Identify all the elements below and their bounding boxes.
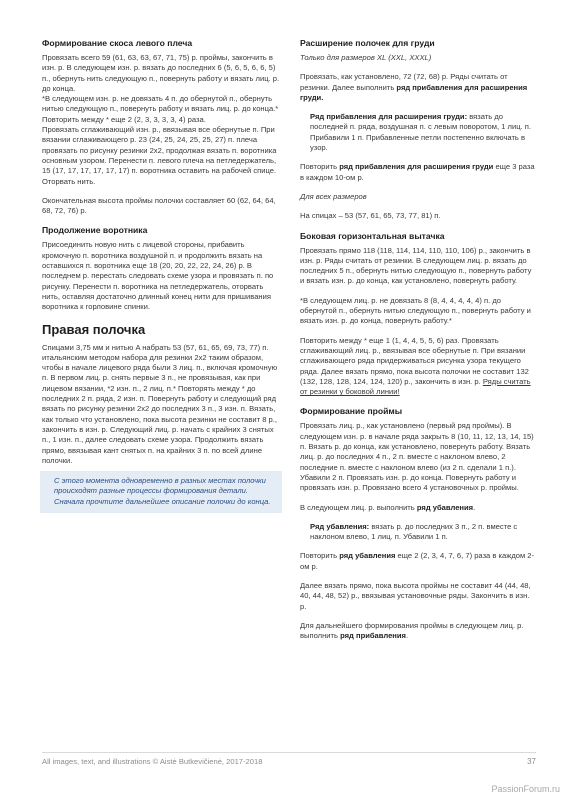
section-title-left-shoulder: Формирование скоса левого плеча (42, 38, 193, 48)
paragraph: Провязать прямо 118 (118, 114, 114, 110, 110, 106) р., закончить в изн. р. Ряды считать от резинки. В следующем лиц. р. вязать до последних 5 п., обернуть нитью следующую п., повернуть работу и вязать изн. р. до конца, как установлено, повернуть работу. (300, 245, 532, 286)
page-number: 37 (527, 757, 536, 766)
paragraph: Провязать лиц. р., как установлено (первый ряд проймы). В следующем изн. р. в начале ряда закрыть 8 (10, 11, 12, 13, 14, 15) п. Вязать р. до конца, как установлено, повернуть работу. Вязать лиц. р. до последних 4 п., 2 п. вместе с наклоном влево, 2 последние п. вместе с наклоном влево (из 2 п. сделали 1 п.). Убавили 2 п. Провязать изн. р. до конца. Повернуть работу и провязать изн. р. Провязано всего 4 установочных р. проймы. (300, 421, 534, 493)
note-box: С этого момента одновременно в разных местах полочки происходят разные процессы формирования детали. Сначала прочтите дальнейшее описание полочки до конца. (40, 471, 282, 513)
paragraph: *В следующем лиц. р. не довязать 8 (8, 4, 4, 4, 4, 4) п. до обернутой п., обернуть нитью следующую п., повернуть работу и вязать изн. р. до конца, повернуть работу.* (300, 295, 531, 326)
page-footer (42, 757, 536, 766)
section-title-bust-increase: Расширение полочек для груди (300, 38, 435, 48)
paragraph: Ряд убавления: вязать р. до последних 3 п., 2 п. вместе с наклоном влево, 1 лиц. п. Убавили 1 п. (310, 521, 518, 542)
copyright-text: All images, text, and illustrations © Aistė Butkevičienė, 2017-2018 (42, 757, 263, 766)
paragraph: Провязать, как установлено, 72 (72, 68) р. Ряды считать от резинки. Далее выполнить ряд прибавления для расширения груди. (300, 72, 528, 102)
paragraph: Повторить между * еще 1 (1, 4, 4, 5, 5, 6) раз. Провязать сглаживающий лиц. р., ввязывая все обернутые п. При вязании сглаживающего ряда придерживаться рисунка узора текущего ряда. Далее вязать прямо, пока высота полочки не составит 132 (132, 128, 128, 124, 124, 120) р., закончить в изн. р. Ряды считать от резинки у боковой линии! (300, 335, 531, 397)
paragraph: Ряд прибавления для расширения груди: вязать до последней п. ряда, воздушная п. с левым поворотом, 1 лиц. п. Прибавили 1 п. Прибавленные петли постепенно включать в узор. (310, 112, 531, 153)
paragraph: Далее вязать прямо, пока высота проймы не составит 44 (44, 48, 40, 44, 48, 52) р., ввязывая установочные ряды. Закончить в изн. р. (300, 580, 531, 611)
watermark: PassionForum.ru (491, 784, 560, 794)
paragraph: Присоединить новую нить с лицевой стороны, прибавить кромочную п. воротника воздушной п. и продолжить вязать на оставшихся п. воротника еще 18 (20, 20, 22, 22, 24, 26) р. В последнем р. перестать следовать схеме узора и провязать п. по рисунку. Перенести п. воротника на петледержатель, оторвать нить, оставляя достаточно длинный конец нити для пришивания воротника к горловине спинки. (42, 240, 274, 312)
section-title-armhole: Формирование проймы (300, 406, 403, 417)
paragraph: Окончательная высота проймы полочки составляет 60 (62, 64, 64, 68, 72, 76) р. (42, 195, 276, 216)
paragraph: Для дальнейшего формирования проймы в следующем лиц. р. выполнить ряд прибавления. (300, 620, 524, 641)
right-column (300, 38, 536, 650)
sizes-note: Только для размеров XL (XXL, XXXL) (300, 53, 432, 62)
paragraph: Повторить между * еще 2 (2, 3, 3, 3, 3, 4) раза. (42, 114, 206, 124)
section-title-collar: Продолжение воротника (42, 225, 148, 236)
sizes-note: Для всех размеров (300, 191, 367, 201)
left-column (42, 38, 282, 513)
section-title-side-dart: Боковая горизонтальная вытачка (300, 230, 445, 241)
paragraph: На спицах – 53 (57, 61, 65, 73, 77, 81) п. (300, 211, 441, 221)
paragraph: Провязать сглаживающий изн. р., ввязывая все обернутые п. При вязании сглаживающего р. 23 (24, 25, 24, 25, 25, 27) п. плеча провязать по рисунку резинки 2х2, продолжая вязать п. воротника основным узором. Перенести п. левого плеча на петледержатель, 15 (17, 17, 17, 17, 17, 17) п. воротника оставить на рабочей спице. Оторвать нить. (42, 125, 277, 186)
paragraph: Провязать всего 59 (61, 63, 63, 67, 71, 75) р. проймы, закончить в изн. р. В следующем изн. р. вязать до последних 6 (5, 6, 5, 6, 6, 5) п., обернуть нить следующую п., повернуть работу и вязать лиц. р. до конца. (42, 53, 280, 93)
paragraph: Повторить ряд прибавления для расширения груди еще 3 раза в каждом 10-ом р. (300, 162, 535, 182)
paragraph: Спицами 3,75 мм и нитью A набрать 53 (57, 61, 65, 69, 73, 77) п. итальянским методом набора для резинки 2х2 таким образом, чтобы в начале лицевого ряда были 3 лиц. п., включая кромочную п. В первом лиц. р. снять первые 3 п., не провязывая, как при лицевом вязании, *2 изн. п., 2 лиц. п.* Повторять между * до последних 2 п. ряда, 2 изн. п. Повернуть работу и следующий ряд вязать по рисунку резинки 2х2 до последних 3 п., 3 изн. п. Вязать, как только что установлено, пока высота резинки не составит 8 р., закончить в изн. р. Следующий лиц. р. начать с крайних 3 снятых п., 1 изн. п., далее следовать схеме узора. Продолжить вязать прямо, ввязывая кант снятых п. на крайних 3 п. по всей длине полочки. (42, 342, 278, 465)
footer-divider (42, 752, 536, 753)
paragraph: *В следующем изн. р. не довязать 4 п. до обернутой п., обернуть нитью следующую п., повернуть работу и вязать лиц. р. до конца.* (42, 94, 279, 114)
paragraph: Повторить ряд убавления еще 2 (2, 3, 4, 7, 6, 7) раза в каждом 2-ом р. (300, 551, 535, 571)
section-title-right-front: Правая полочка (42, 321, 146, 337)
paragraph: В следующем лиц. р. выполнить ряд убавления. (300, 502, 476, 512)
